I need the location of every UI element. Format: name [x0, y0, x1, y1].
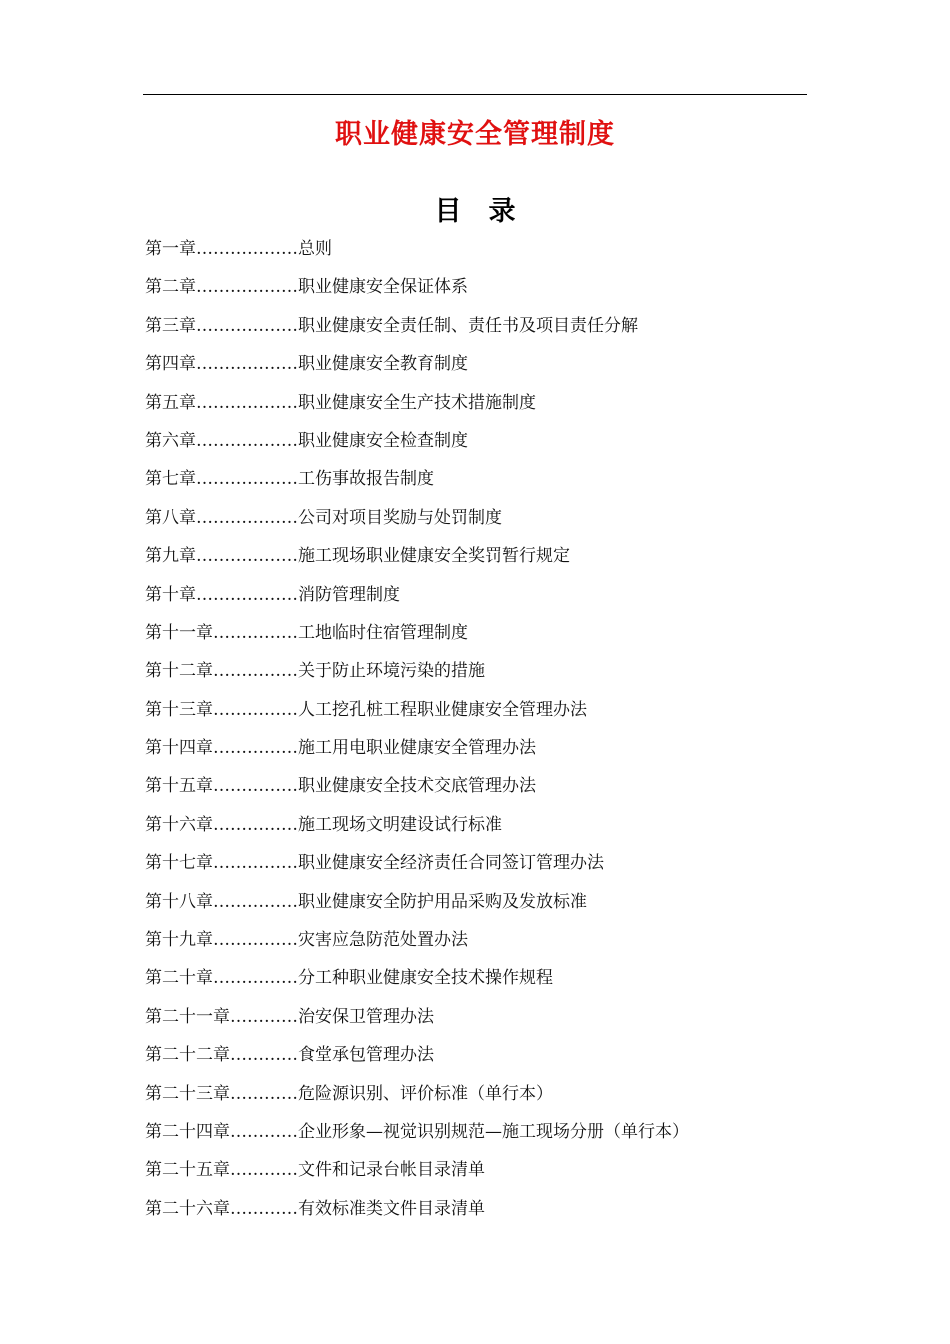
toc-leader: …………… — [213, 968, 298, 989]
toc-entry — [145, 307, 805, 345]
toc-chapter: 第十一章 — [145, 622, 213, 643]
toc-entry — [145, 230, 805, 268]
toc-leader: …………… — [213, 699, 298, 720]
toc-title: 职业健康安全生产技术措施制度 — [298, 392, 536, 413]
toc-entry — [145, 959, 805, 997]
toc-chapter: 第九章 — [145, 546, 196, 567]
toc-leader: …………… — [213, 930, 298, 951]
toc-leader: ………… — [230, 1160, 298, 1181]
toc-leader: ……………… — [196, 392, 298, 413]
toc-title: 危险源识别、评价标准（单行本） — [298, 1083, 553, 1104]
toc-chapter: 第二十四章 — [145, 1121, 230, 1142]
toc-title: 公司对项目奖励与处罚制度 — [298, 507, 502, 528]
toc-title: 总则 — [298, 239, 332, 259]
toc-title: 人工挖孔桩工程职业健康安全管理办法 — [298, 699, 587, 720]
header-rule — [143, 94, 807, 95]
toc-title: 分工种职业健康安全技术操作规程 — [298, 968, 553, 989]
table-of-contents — [145, 230, 805, 1228]
toc-chapter: 第二十三章 — [145, 1083, 230, 1104]
toc-entry — [145, 1151, 805, 1189]
toc-chapter: 第四章 — [145, 354, 196, 375]
toc-chapter: 第十章 — [145, 584, 196, 605]
toc-title: 消防管理制度 — [298, 584, 400, 605]
toc-chapter: 第二十六章 — [145, 1198, 230, 1219]
toc-leader: …………… — [213, 814, 298, 835]
toc-entry — [145, 806, 805, 844]
toc-chapter: 第十六章 — [145, 814, 213, 835]
toc-entry — [145, 652, 805, 690]
toc-chapter: 第二章 — [145, 277, 196, 298]
toc-leader: …………… — [213, 776, 298, 797]
toc-entry — [145, 844, 805, 882]
toc-entry — [145, 345, 805, 383]
toc-entry — [145, 614, 805, 652]
toc-entry — [145, 537, 805, 575]
toc-leader: ……………… — [196, 584, 298, 605]
toc-entry — [145, 384, 805, 422]
toc-leader: …………… — [213, 853, 298, 874]
toc-title: 职业健康安全防护用品采购及发放标准 — [298, 891, 587, 912]
toc-leader: ……………… — [196, 315, 298, 336]
toc-title: 职业健康安全技术交底管理办法 — [298, 776, 536, 797]
toc-leader: ……………… — [196, 277, 298, 298]
toc-title: 治安保卫管理办法 — [298, 1006, 434, 1027]
toc-entry — [145, 921, 805, 959]
toc-title: 职业健康安全检查制度 — [298, 430, 468, 451]
toc-title: 工地临时住宿管理制度 — [298, 622, 468, 643]
toc-title: 职业健康安全责任制、责任书及项目责任分解 — [298, 315, 638, 336]
toc-chapter: 第一章 — [145, 239, 196, 259]
toc-leader: ……………… — [196, 469, 298, 490]
toc-chapter: 第十八章 — [145, 891, 213, 912]
toc-entry — [145, 422, 805, 460]
toc-chapter: 第五章 — [145, 392, 196, 413]
toc-leader: …………… — [213, 891, 298, 912]
toc-entry — [145, 460, 805, 498]
toc-chapter: 第二十章 — [145, 968, 213, 989]
toc-chapter: 第二十五章 — [145, 1160, 230, 1181]
toc-entry — [145, 1036, 805, 1074]
toc-entry — [145, 576, 805, 614]
toc-title: 职业健康安全经济责任合同签订管理办法 — [298, 853, 604, 874]
toc-title: 职业健康安全教育制度 — [298, 354, 468, 375]
toc-entry — [145, 998, 805, 1036]
toc-chapter: 第十四章 — [145, 738, 213, 759]
toc-title: 施工现场文明建设试行标准 — [298, 814, 502, 835]
toc-entry — [145, 691, 805, 729]
toc-title: 灾害应急防范处置办法 — [298, 930, 468, 951]
toc-title: 文件和记录台帐目录清单 — [298, 1160, 485, 1181]
toc-chapter: 第十五章 — [145, 776, 213, 797]
toc-leader: ………… — [230, 1121, 298, 1142]
document-title: 职业健康安全管理制度 — [335, 119, 615, 150]
toc-title: 施工用电职业健康安全管理办法 — [298, 738, 536, 759]
toc-title: 有效标准类文件目录清单 — [298, 1198, 485, 1219]
toc-entry — [145, 499, 805, 537]
toc-entry — [145, 767, 805, 805]
toc-leader: …………… — [213, 738, 298, 759]
toc-chapter: 第七章 — [145, 469, 196, 490]
toc-leader: …………… — [213, 661, 298, 682]
toc-title: 工伤事故报告制度 — [298, 469, 434, 490]
toc-leader: …………… — [213, 622, 298, 643]
toc-chapter: 第十九章 — [145, 930, 213, 951]
toc-title: 关于防止环境污染的措施 — [298, 661, 485, 682]
toc-entry — [145, 268, 805, 306]
toc-chapter: 第十七章 — [145, 853, 213, 874]
toc-chapter: 第二十二章 — [145, 1045, 230, 1066]
toc-leader: ………… — [230, 1083, 298, 1104]
toc-entry — [145, 1113, 805, 1151]
toc-leader: ……………… — [196, 354, 298, 375]
toc-chapter: 第三章 — [145, 315, 196, 336]
toc-chapter: 第六章 — [145, 430, 196, 451]
toc-heading: 目 录 — [434, 196, 516, 227]
toc-title: 食堂承包管理办法 — [298, 1045, 434, 1066]
toc-title: 职业健康安全保证体系 — [298, 277, 468, 298]
toc-entry — [145, 729, 805, 767]
toc-chapter: 第二十一章 — [145, 1006, 230, 1027]
toc-leader: ………… — [230, 1198, 298, 1219]
toc-leader: ……………… — [196, 507, 298, 528]
toc-title: 企业形象—视觉识别规范—施工现场分册（单行本） — [298, 1121, 689, 1142]
toc-title: 施工现场职业健康安全奖罚暂行规定 — [298, 546, 570, 567]
toc-chapter: 第八章 — [145, 507, 196, 528]
toc-leader: ……………… — [196, 239, 298, 259]
toc-entry — [145, 1075, 805, 1113]
toc-chapter: 第十二章 — [145, 661, 213, 682]
toc-entry — [145, 883, 805, 921]
toc-leader: ……………… — [196, 546, 298, 567]
toc-leader: ……………… — [196, 430, 298, 451]
toc-leader: ………… — [230, 1045, 298, 1066]
toc-entry — [145, 1190, 805, 1228]
toc-chapter: 第十三章 — [145, 699, 213, 720]
toc-leader: ………… — [230, 1006, 298, 1027]
